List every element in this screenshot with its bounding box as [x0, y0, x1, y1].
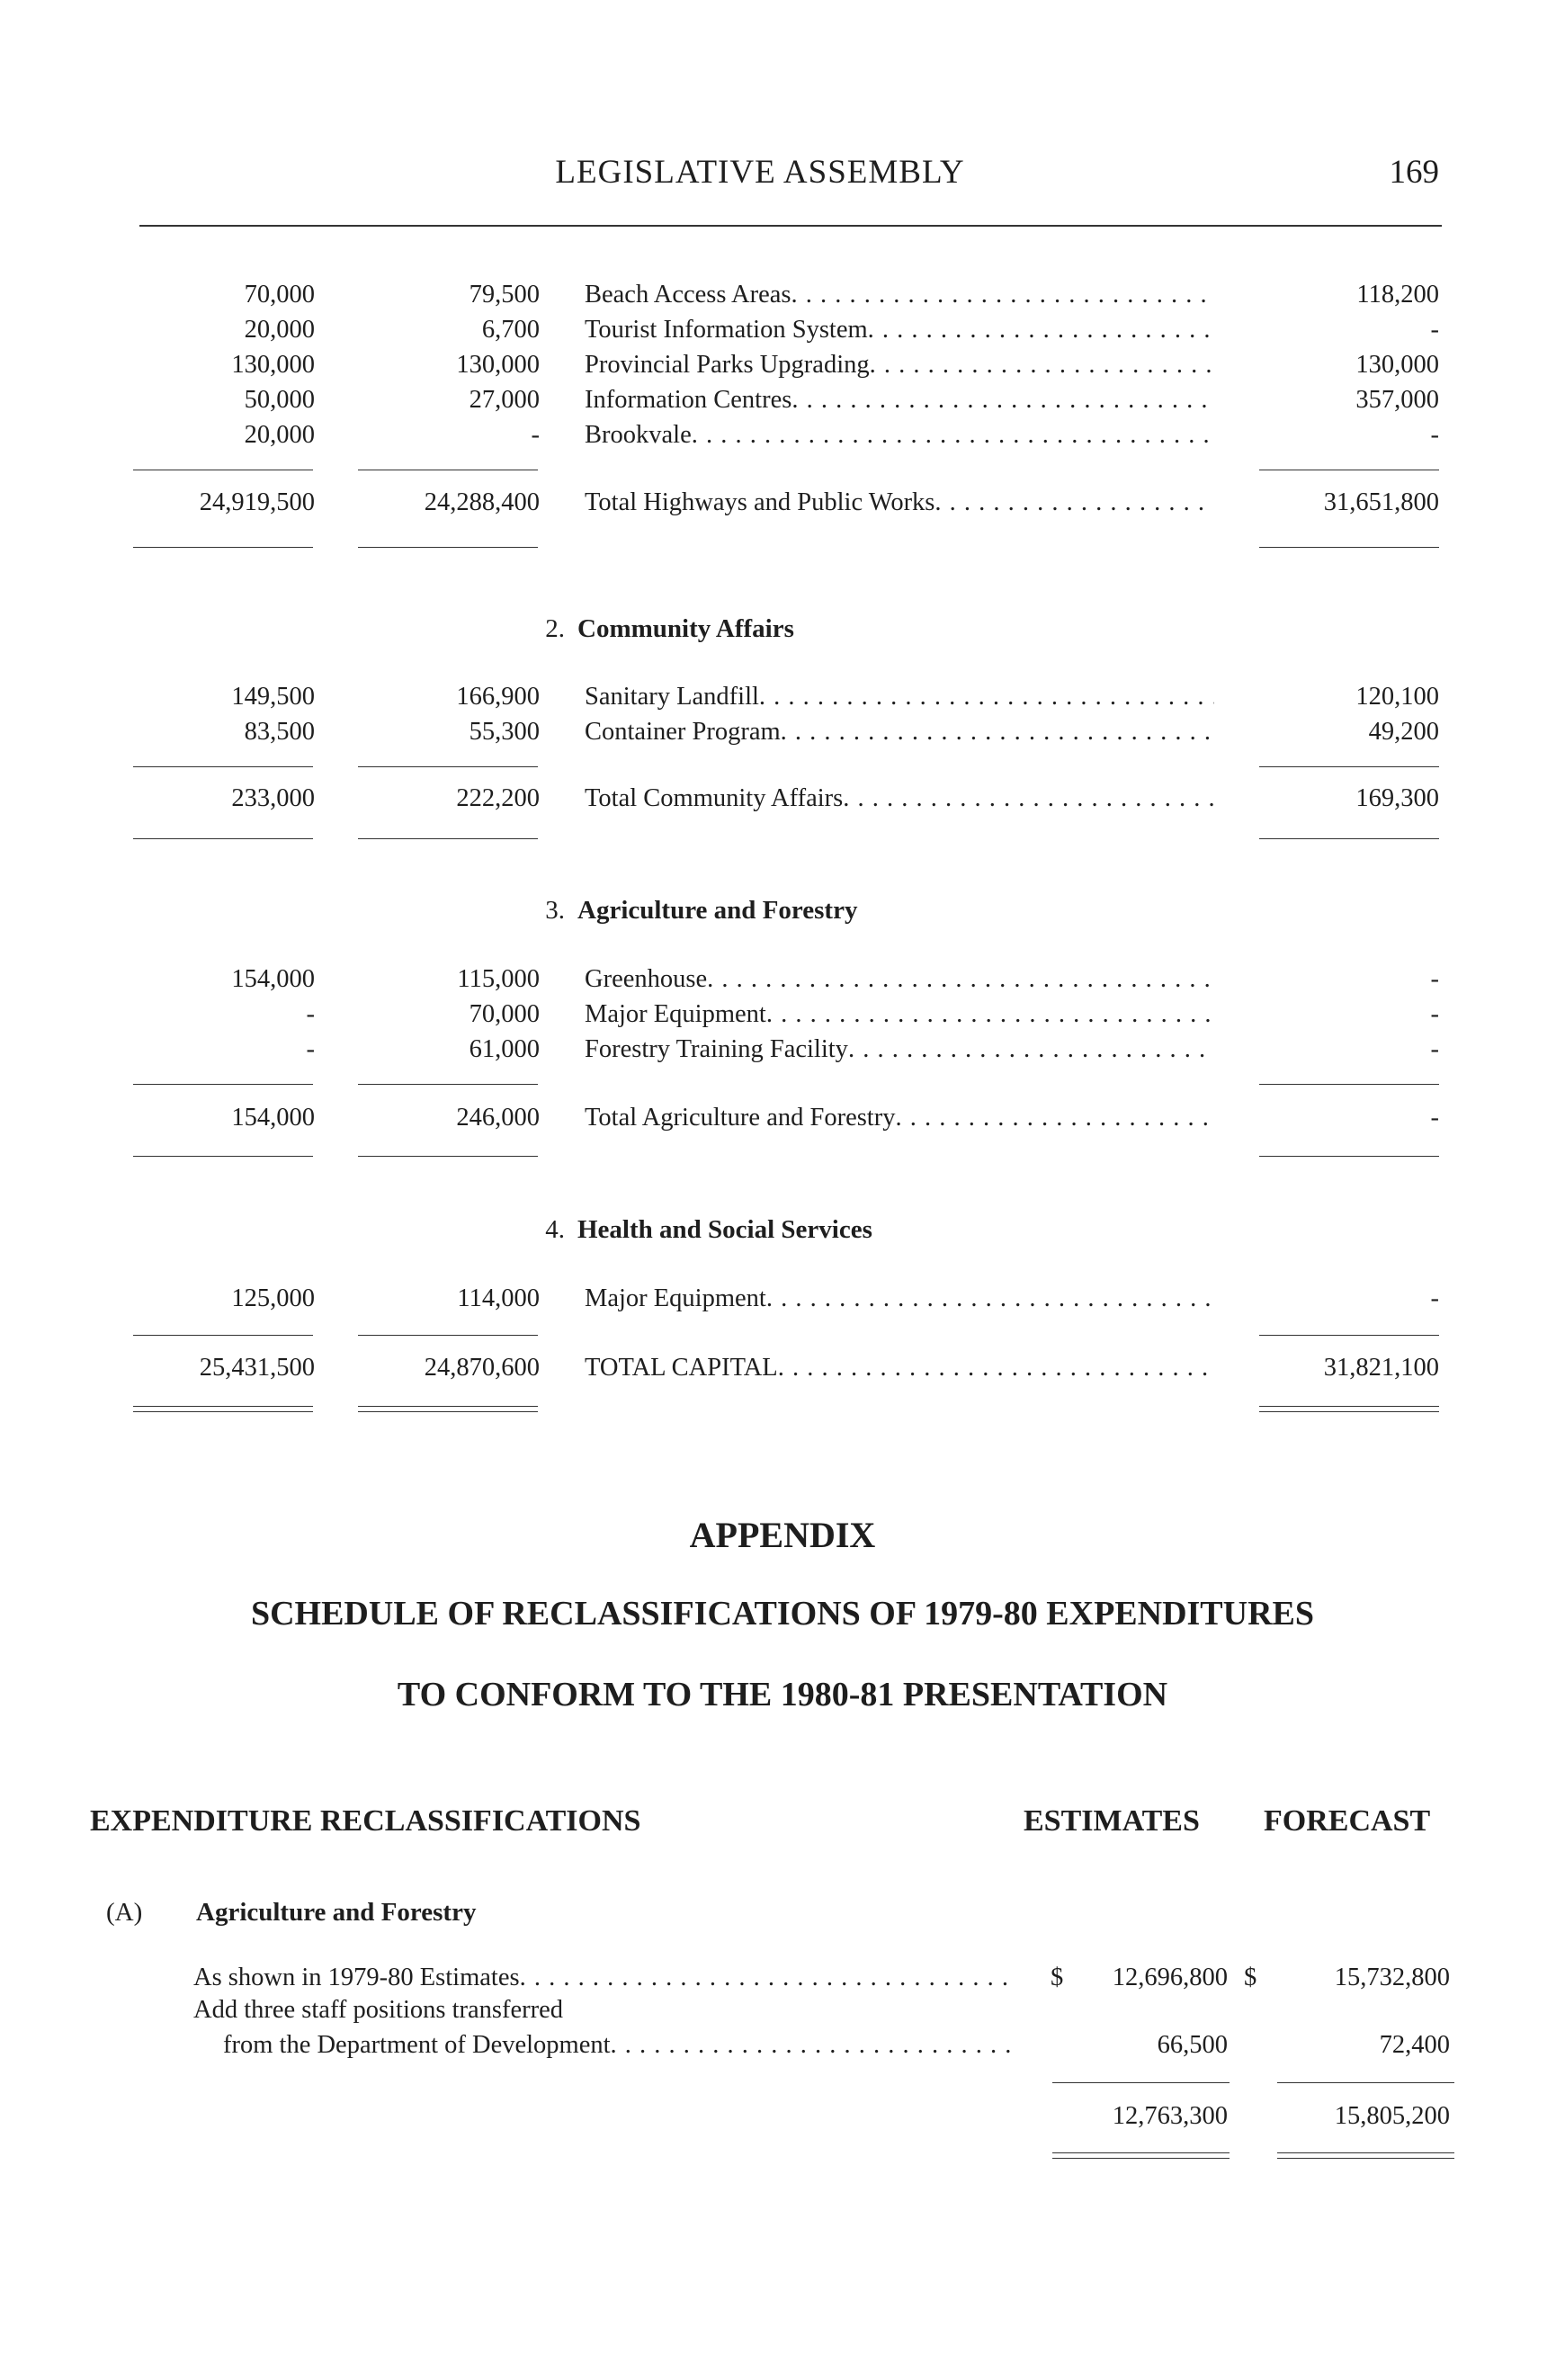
subtotal-rule — [1259, 766, 1439, 767]
total-label: Total Highways and Public Works . . . — [585, 488, 1214, 517]
total-c1: 154,000 — [231, 1104, 315, 1132]
table-cell-c2: 114,000 — [457, 1284, 540, 1312]
row-label: Beach Access Areas . . . — [585, 281, 1214, 309]
table-cell-c1: 130,000 — [231, 351, 315, 379]
section-heading: 2. Community Affairs — [545, 614, 794, 643]
total-rule — [133, 838, 313, 839]
total-rule — [133, 1156, 313, 1157]
total-label: Total Community Affairs . . . — [585, 784, 1214, 813]
table-cell-c1: - — [306, 1035, 315, 1063]
double-rule — [1259, 1406, 1439, 1412]
header-rule — [139, 225, 1442, 227]
total-rule — [1259, 1156, 1439, 1157]
estimates-value: 12,696,800 — [1112, 1964, 1228, 1991]
table-cell-c1: 149,500 — [231, 683, 315, 711]
table-cell-c2: 27,000 — [469, 386, 540, 414]
subtotal-rule — [358, 766, 538, 767]
total-capital-c1: 25,431,500 — [199, 1354, 315, 1382]
table-cell-c1: 50,000 — [244, 386, 315, 414]
table-cell-c2: 55,300 — [469, 718, 540, 746]
row-label: Forestry Training Facility . . . — [585, 1035, 1214, 1064]
table-cell-c2: 130,000 — [456, 351, 540, 379]
appendix-subtitle-2: TO CONFORM TO THE 1980-81 PRESENTATION — [397, 1676, 1168, 1713]
table-cell-c4: - — [1430, 316, 1439, 344]
row-label: Major Equipment . . . — [585, 1000, 1214, 1029]
subtotal-rule — [1259, 1335, 1439, 1336]
total-label: Total Agriculture and Forestry . . . — [585, 1104, 1214, 1132]
table-cell-c4: 118,200 — [1356, 281, 1439, 309]
subtotal-rule — [133, 1084, 313, 1085]
total-c2: 246,000 — [456, 1104, 540, 1132]
total-capital-c4: 31,821,100 — [1323, 1354, 1439, 1382]
total-capital-c2: 24,870,600 — [424, 1354, 540, 1382]
table-cell-c1: 20,000 — [244, 316, 315, 344]
appendix-subtitle-1: SCHEDULE OF RECLASSIFICATIONS OF 1979-80 EXPENDITURES — [250, 1595, 1315, 1633]
total-c1: 24,919,500 — [199, 488, 315, 516]
subtotal-rule — [1277, 2082, 1454, 2083]
total-c4: 31,651,800 — [1323, 488, 1439, 516]
total-c2: 24,288,400 — [424, 488, 540, 516]
table-cell-c4: 120,100 — [1355, 683, 1439, 711]
table-cell-c2: 115,000 — [457, 965, 540, 993]
table-cell-c1: 83,500 — [244, 718, 315, 746]
table-cell-c2: 61,000 — [469, 1035, 540, 1063]
column-heading-forecast: FORECAST — [1264, 1804, 1431, 1838]
table-cell-c1: 20,000 — [244, 421, 315, 449]
page-header-title: LEGISLATIVE ASSEMBLY — [555, 154, 965, 191]
table-cell-c1: 70,000 — [244, 281, 315, 309]
row-label: Information Centres . . . — [585, 386, 1214, 415]
subtotal-rule — [358, 1335, 538, 1336]
table-cell-c2: 166,900 — [456, 683, 540, 711]
table-cell-c4: 130,000 — [1355, 351, 1439, 379]
table-cell-c4: - — [1430, 421, 1439, 449]
double-rule — [358, 1406, 538, 1412]
total-rule — [358, 1156, 538, 1157]
table-cell-c4: - — [1430, 1284, 1439, 1312]
total-c1: 233,000 — [231, 784, 315, 812]
table-cell-c1: 125,000 — [231, 1284, 315, 1312]
row-label: Tourist Information System . . . — [585, 316, 1214, 344]
reclass-row-label: As shown in 1979-80 Estimates . . . — [193, 1964, 1012, 1992]
table-cell-c1: 154,000 — [231, 965, 315, 993]
table-cell-c1: - — [306, 1000, 315, 1028]
section-heading: 3. Agriculture and Forestry — [545, 896, 858, 925]
row-label: Container Program . . . — [585, 718, 1214, 747]
double-rule — [133, 1406, 313, 1412]
reclass-row-label: Add three staff positions transferred — [193, 1996, 564, 2024]
estimates-value: 66,500 — [1157, 2031, 1228, 2059]
forecast-value: 72,400 — [1379, 2031, 1450, 2059]
row-label: Major Equipment . . . — [585, 1284, 1214, 1313]
table-cell-c2: - — [531, 421, 540, 449]
row-label: Brookvale . . . — [585, 421, 1214, 450]
section-heading: 4. Health and Social Services — [545, 1215, 872, 1244]
subtotal-rule — [1259, 1084, 1439, 1085]
currency-sign: $ — [1244, 1964, 1257, 1991]
row-label: Sanitary Landfill . . . — [585, 683, 1214, 711]
row-label: Greenhouse . . . — [585, 965, 1214, 994]
table-cell-c4: - — [1430, 1000, 1439, 1028]
table-cell-c4: - — [1430, 965, 1439, 993]
total-rule — [133, 547, 313, 548]
forecast-total: 15,805,200 — [1334, 2102, 1450, 2130]
row-label: Provincial Parks Upgrading . . . — [585, 351, 1214, 380]
total-rule — [358, 547, 538, 548]
total-c2: 222,200 — [456, 784, 540, 812]
table-cell-c4: - — [1430, 1035, 1439, 1063]
subtotal-rule — [133, 1335, 313, 1336]
subtotal-rule — [358, 1084, 538, 1085]
table-cell-c2: 79,500 — [469, 281, 540, 309]
total-rule — [1259, 838, 1439, 839]
total-rule — [1259, 547, 1439, 548]
table-cell-c2: 70,000 — [469, 1000, 540, 1028]
double-rule — [1277, 2152, 1454, 2159]
total-c4: 169,300 — [1355, 784, 1439, 812]
section-heading-a: (A) Agriculture and Forestry — [106, 1898, 477, 1927]
estimates-total: 12,763,300 — [1112, 2102, 1228, 2130]
total-rule — [358, 838, 538, 839]
appendix-title: APPENDIX — [689, 1515, 876, 1555]
forecast-value: 15,732,800 — [1334, 1964, 1450, 1991]
total-capital-label: TOTAL CAPITAL . . . — [585, 1354, 1214, 1382]
column-heading-estimates: ESTIMATES — [1024, 1804, 1200, 1838]
table-cell-c4: 49,200 — [1368, 718, 1439, 746]
currency-sign: $ — [1051, 1964, 1064, 1991]
page-number: 169 — [1389, 154, 1439, 191]
table-cell-c4: 357,000 — [1355, 386, 1439, 414]
table-cell-c2: 6,700 — [481, 316, 540, 344]
double-rule — [1052, 2152, 1230, 2159]
column-heading-reclassifications: EXPENDITURE RECLASSIFICATIONS — [90, 1804, 641, 1838]
reclass-row-label: from the Department of Development . . . — [223, 2031, 1012, 2060]
subtotal-rule — [1052, 2082, 1230, 2083]
total-c4: - — [1430, 1104, 1439, 1132]
subtotal-rule — [133, 766, 313, 767]
